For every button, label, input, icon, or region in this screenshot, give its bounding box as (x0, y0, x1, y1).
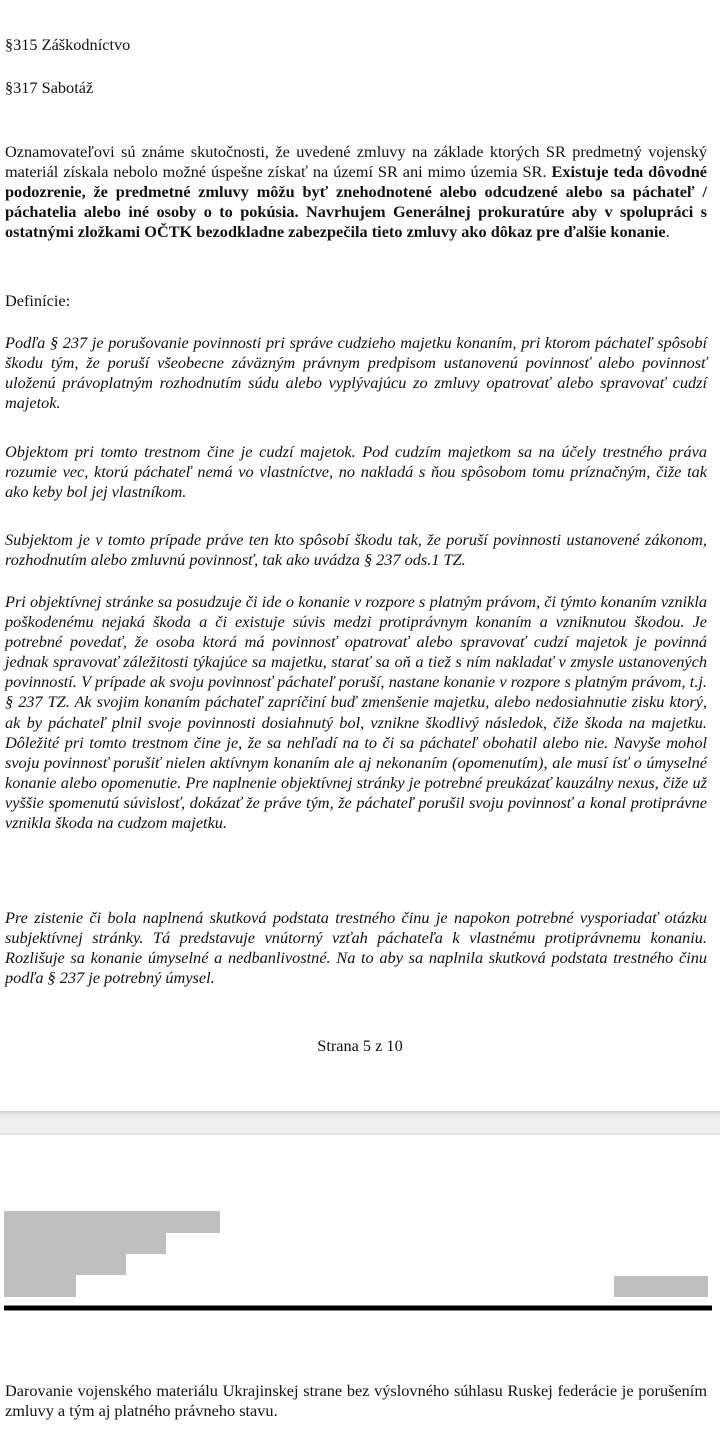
redaction-block (614, 1276, 708, 1297)
redaction-block (4, 1275, 76, 1297)
heading-317: §317 Sabotáž (5, 78, 94, 97)
definition-paragraph: Objektom pri tomto trestnom čine je cudzí majetok. Pod cudzím majetkom sa na účely trestného práva rozumie vec, ktorú páchateľ nemá vo vlastníctve, no nakladá s ňou spôsobom tomu príznačným, čiže tak ako keby bol jej vlastníkom. (5, 442, 707, 502)
intro-paragraph (5, 142, 707, 242)
redaction-block (4, 1211, 220, 1233)
document-page-6 (0, 1135, 720, 1440)
page-number-footer: Strana 5 z 10 (317, 1036, 403, 1055)
definition-paragraph: Pri objektívnej stránke sa posudzuje či ide o konanie v rozpore s platným právom, či týmto konaním vznikla poškodenému nejaká škoda a či existuje súvis medzi protiprávnym konaním a vzniknutou škodou. Je potrebné povedať, že osoba ktorá má povinnosť opatrovať alebo spravovať cudzí majetok je povinná jednak spravovať záležitosti týkajúce sa majetku, starať sa oň a tiež s ním nakladať v zmysle ustanovených povinností. V prípade ak svoju povinnosť páchateľ poruší, nastane konanie v rozpore s platným právom, t.j. § 237 TZ. Ak svojim konaním páchateľ zapríčiní buď zmenšenie majetku, alebo nedosiahnutie zisku ktorý, ak by páchateľ plnil svoje povinnosti dosiahnutý bol, vznikne škodlivý následok, čiže škoda na majetku. Dôležité pri tomto trestnom čine je, že sa nehľadí na to či sa páchateľ obohatil alebo nie. Navyše mohol svoju povinnosť porušiť nielen aktívnym konaním ale aj nekonaním (opomenutím), ale musí ísť o úmyselné konanie alebo opomenutie. Pre naplnenie objektívnej stránky je potrebné preukázať kauzálny nexus, čiže už vyššie spomenutú súvislosť, dokázať že práve tým, že páchateľ porušil svoju povinnosť a konal protiprávne vznikla škoda na cudzom majetku. (5, 592, 707, 833)
intro-bold-text: Existuje teda dôvodné podozrenie, že predmetné zmluvy môžu byť znehodnotené alebo odcudzené alebo sa páchateľ / páchatelia alebo iné osoby o to pokúsia. Navrhujem Generálnej prokuratúre aby v spolupráci s ostatnými zložkami OČTK bezodkladne zabezpečila tieto zmluvy ako dôkaz pre ďalšie konanie (5, 162, 707, 242)
definitions-label: Definície: (5, 291, 71, 310)
header-rule (4, 1305, 712, 1311)
definition-paragraph: Subjektom je v tomto prípade práve ten kto spôsobí škodu tak, že poruší povinnosti ustanovené zákonom, rozhodnutím alebo zmluvnú povinnosť, tak ako uvádza § 237 ods.1 TZ. (5, 530, 707, 570)
heading-315: §315 Záškodníctvo (5, 35, 131, 54)
definition-paragraph: Pre zistenie či bola naplnená skutková podstata trestného činu je napokon potrebné vysporiadať otázku subjektívnej stránky. Tá predstavuje vnútorný vzťah páchateľa k vlastnému protiprávnemu konaniu. Rozlišuje sa konanie úmyselné a nedbanlivostné. Na to aby sa naplnila skutková podstata trestného činu podľa § 237 je potrebný úmysel. (5, 908, 707, 988)
redaction-block (4, 1233, 166, 1254)
intro-text: Oznamovateľovi sú známe skutočnosti, že uvedené zmluvy na základe ktorých SR predmetný vojenský materiál získala nebolo možné úspešne získať na území SR ani mimo územia SR. (5, 142, 707, 182)
redaction-block (4, 1254, 126, 1275)
page-separator (0, 1111, 720, 1135)
intro-end: . (665, 222, 670, 242)
definition-paragraph: Podľa § 237 je porušovanie povinnosti pri správe cudzieho majetku konaním, pri ktorom páchateľ spôsobí škodu tým, že poruší všeobecne záväzným právnym predpisom ustanovenú povinnosť alebo povinnosť uloženú právoplatným rozhodnutím súdu alebo vyplývajúcu zo zmluvy opatrovať alebo spravovať cudzí majetok. (5, 333, 707, 413)
body-paragraph: Darovanie vojenského materiálu Ukrajinskej strane bez výslovného súhlasu Ruskej federácie je porušením zmluvy a tým aj platného právneho stavu. (5, 1381, 707, 1421)
